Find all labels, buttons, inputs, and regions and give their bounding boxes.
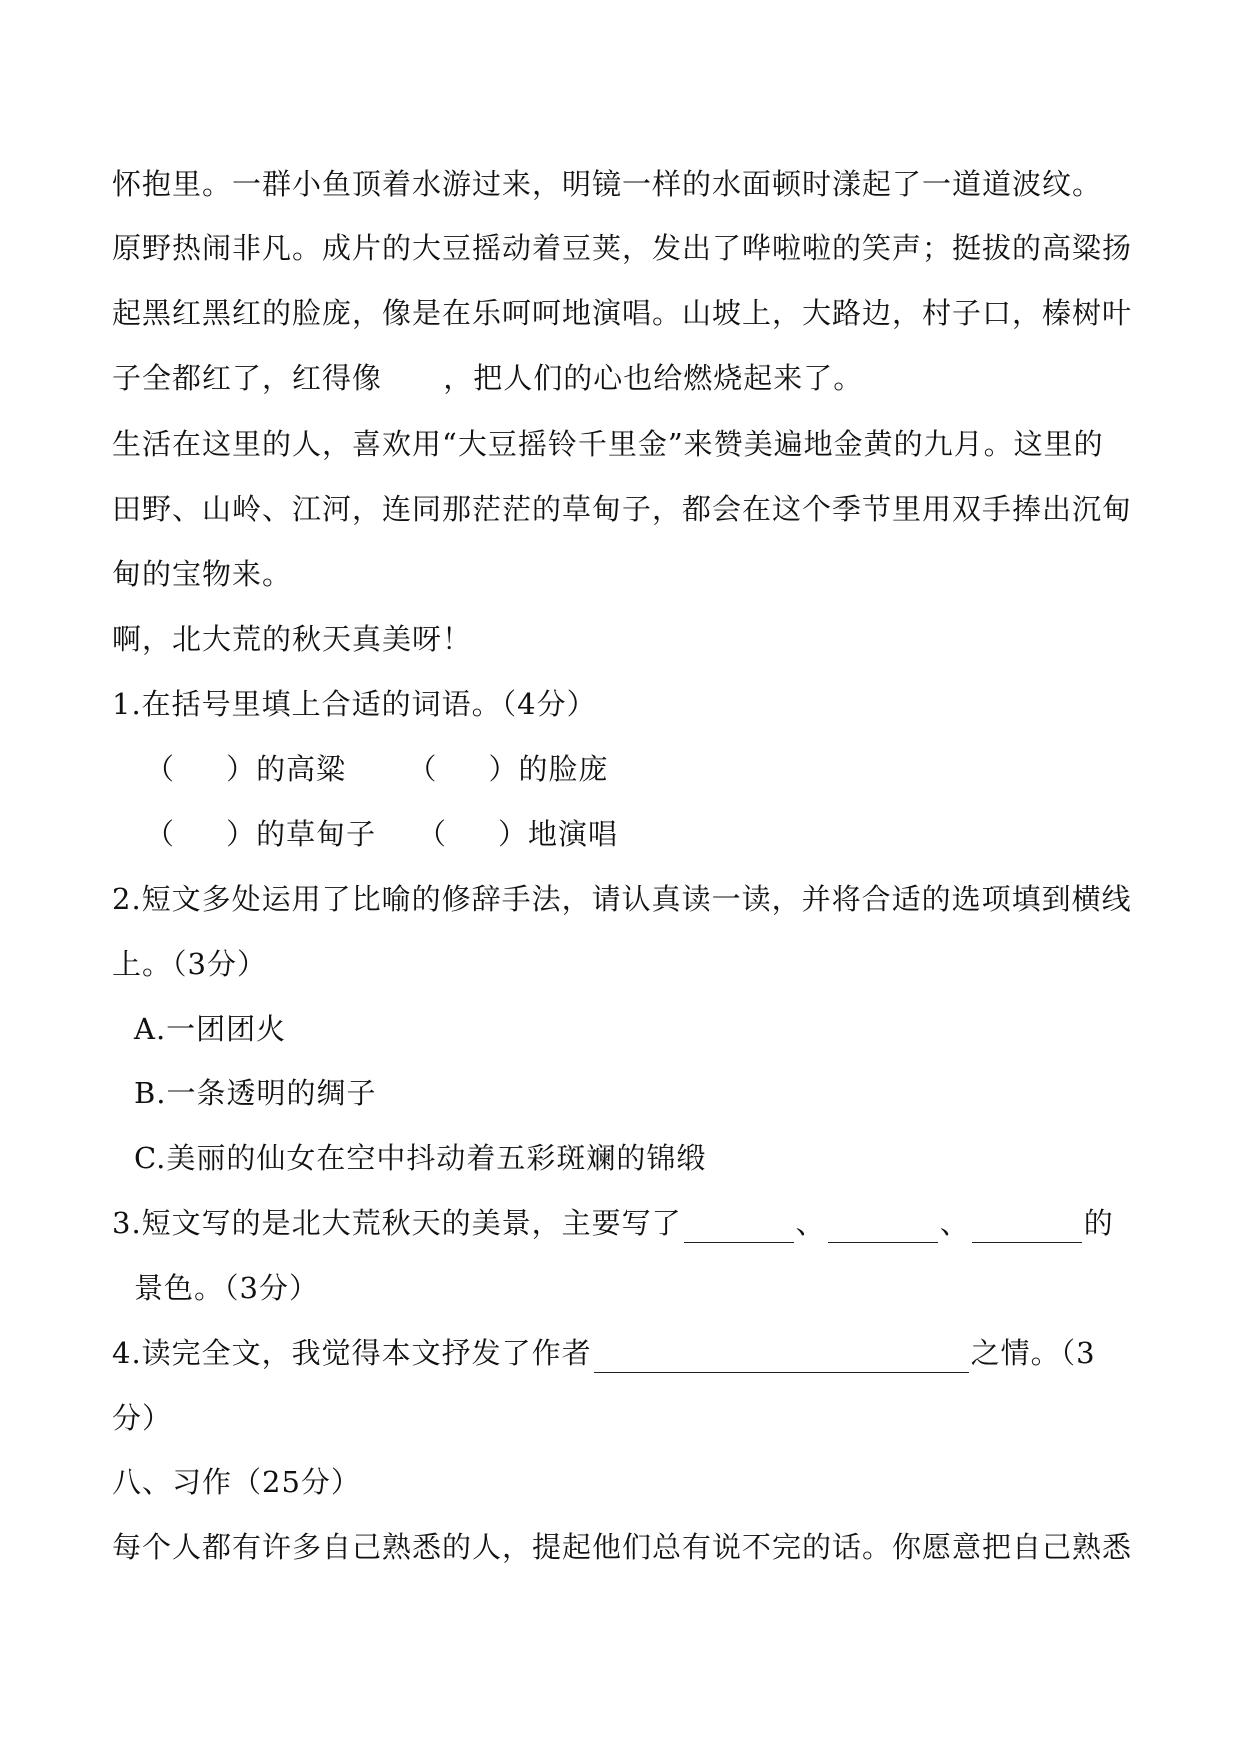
question-2-title: 2.短文多处运用了比喻的修辞手法，请认真读一读，并将合适的选项填到横线 — [112, 882, 1132, 916]
answer-blank[interactable] — [684, 1210, 794, 1243]
question-3-suffix: 的 — [1083, 1206, 1114, 1240]
option-b: B.一条透明的绸子 — [134, 1076, 377, 1110]
question-3-cont: 景色。（3分） — [134, 1271, 319, 1305]
passage-line: 原野热闹非凡。成片的大豆摇动着豆荚，发出了哗啦啦的笑声；挺拔的高粱扬 — [112, 231, 1133, 265]
question-1-title: 1.在括号里填上合适的词语。（4分） — [112, 687, 597, 721]
question-4-cont: 分） — [112, 1401, 173, 1435]
passage-line: 甸的宝物来。 — [112, 557, 293, 591]
option-a: A.一团团火 — [134, 1012, 287, 1046]
passage-line: 怀抱里。一群小鱼顶着水游过来，明镜一样的水面顿时漾起了一道道波纹。 — [112, 167, 1103, 201]
separator: 、 — [939, 1206, 970, 1240]
question-1-row: （ ）的高粱 （ ）的脸庞 — [145, 752, 609, 786]
separator: 、 — [795, 1206, 826, 1240]
question-2-title-cont: 上。（3分） — [112, 947, 267, 981]
section-8-title: 八、习作（25分） — [112, 1465, 361, 1499]
question-3-prefix: 3.短文写的是北大荒秋天的美景，主要写了 — [112, 1206, 682, 1240]
answer-blank[interactable] — [828, 1210, 938, 1243]
answer-blank[interactable] — [594, 1340, 969, 1373]
question-1-row: （ ）的草甸子 （ ）地演唱 — [145, 817, 619, 851]
passage-line: 啊，北大荒的秋天真美呀！ — [112, 622, 473, 656]
option-c: C.美丽的仙女在空中抖动着五彩斑斓的锦缎 — [134, 1141, 707, 1175]
question-4 — [112, 1333, 1096, 1373]
passage-line: 子全都红了，红得像 ，把人们的心也给燃烧起来了。 — [112, 361, 864, 395]
question-3 — [112, 1203, 1114, 1243]
passage-line: 生活在这里的人，喜欢用“大豆摇铃千里金”来赞美遍地金黄的九月。这里的 — [112, 427, 1104, 461]
passage-line: 田野、山岭、江河，连同那茫茫的草甸子，都会在这个季节里用双手捧出沉甸 — [112, 492, 1133, 526]
question-4-suffix: 之情。（3 — [970, 1336, 1096, 1370]
answer-blank[interactable] — [972, 1210, 1082, 1243]
question-4-prefix: 4.读完全文，我觉得本文抒发了作者 — [112, 1336, 592, 1370]
passage-line: 起黑红黑红的脸庞，像是在乐呵呵地演唱。山坡上，大路边，村子口，榛树叶 — [112, 296, 1133, 330]
section-8-text: 每个人都有许多自己熟悉的人，提起他们总有说不完的话。你愿意把自己熟悉 — [112, 1530, 1133, 1564]
